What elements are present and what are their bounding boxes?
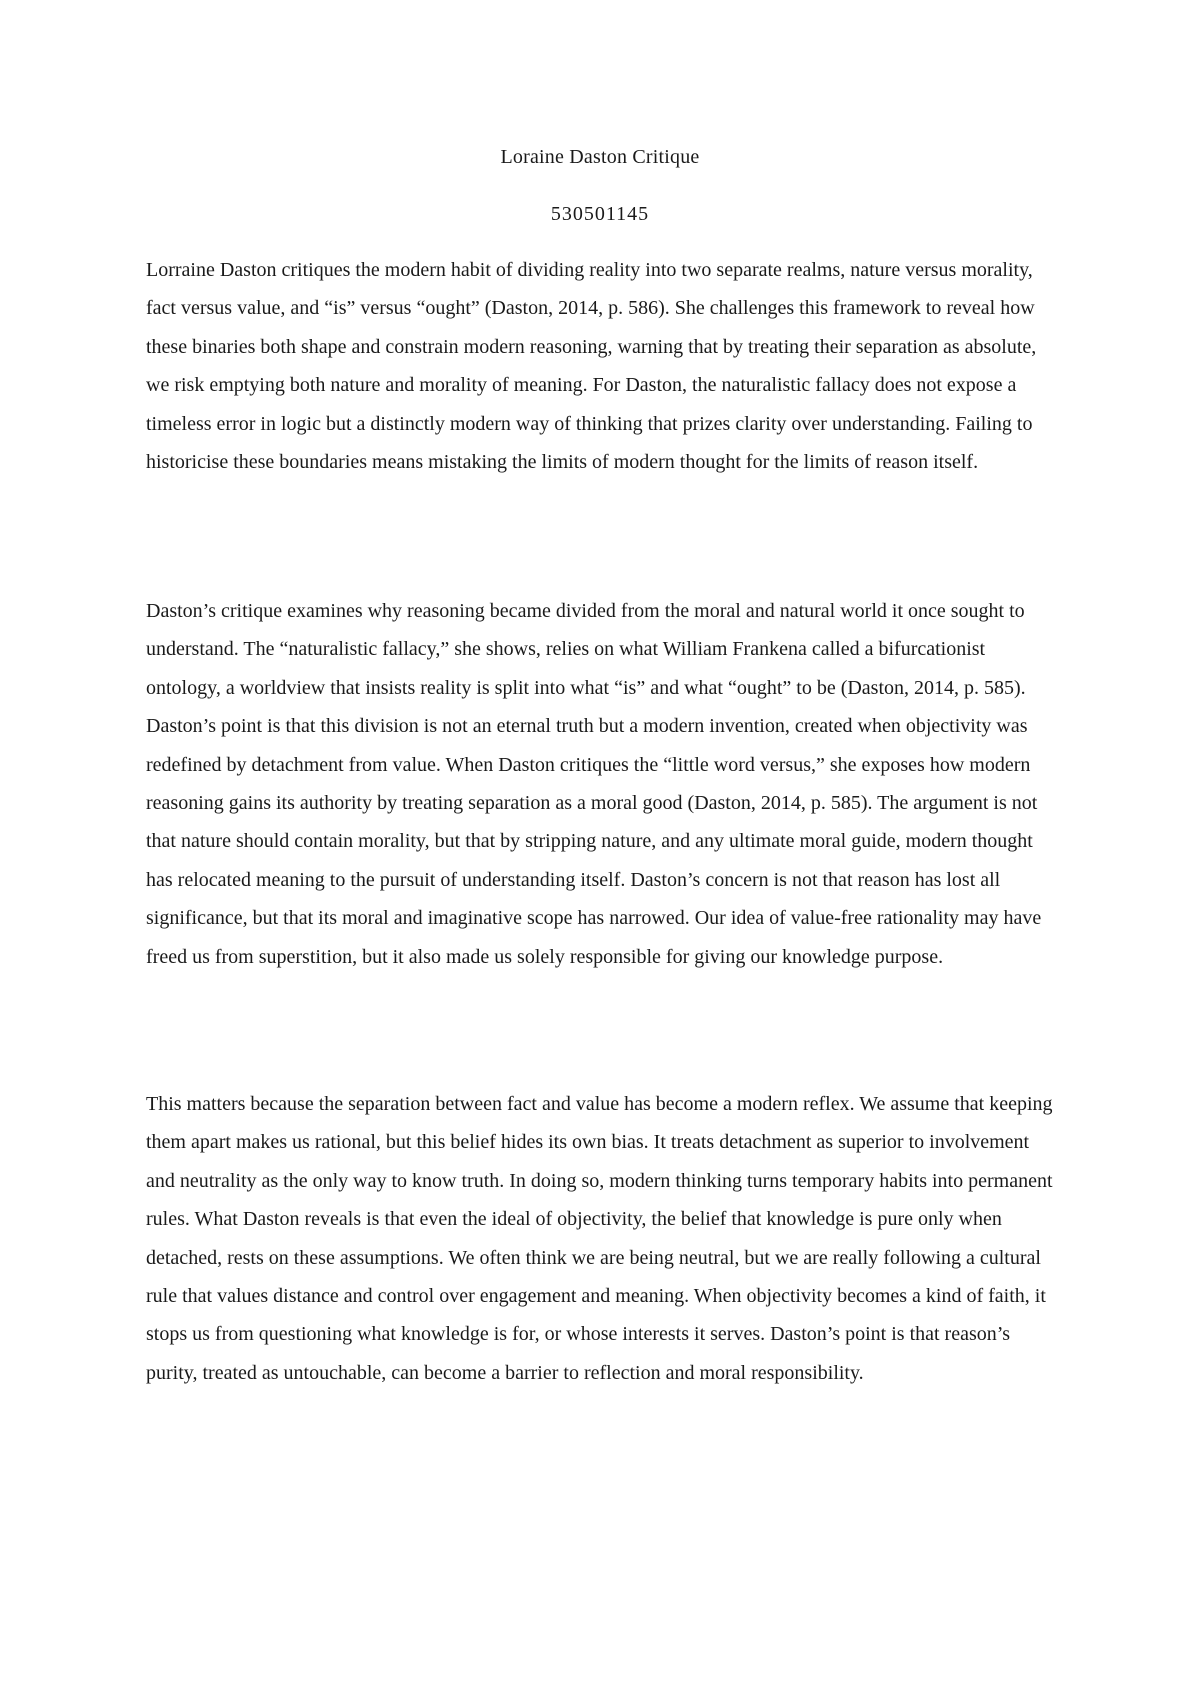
- paragraph-1: Lorraine Daston critiques the modern habit of dividing reality into two separate realms, nature versus morality, fact versus value, and “is” versus “ought” (Daston, 2014, p. 586). She challenges this framework to reveal how these binaries both shape and constrain modern reasoning, warning that by treating their separation as absolute, we risk emptying both nature and morality of meaning. For Daston, the naturalistic fallacy does not expose a timeless error in logic but a distinctly modern way of thinking that prizes clarity over understanding. Failing to historicise these boundaries means mistaking the limits of modern thought for the limits of reason itself.: [146, 259, 1037, 474]
- paragraph-2: Daston’s critique examines why reasoning became divided from the moral and natural world it once sought to understand. The “naturalistic fallacy,” she shows, relies on what William Frankena called a bifurcationist ontology, a worldview that insists reality is split into what “is” and what “ought” to be (Daston, 2014, p. 585). Daston’s point is that this division is not an eternal truth but a modern invention, created when objectivity was redefined by detachment from value. When Daston critiques the “little word versus,” she exposes how modern reasoning gains its authority by treating separation as a moral good (Daston, 2014, p. 585). The argument is not that nature should contain morality, but that by stripping nature, and any ultimate moral guide, modern thought has relocated meaning to the pursuit of understanding itself. Daston’s concern is not that reason has lost all significance, but that its moral and imaginative scope has narrowed. Our idea of value-free rationality may have freed us from superstition, but it also made us solely responsible for giving our knowledge purpose.: [146, 600, 1042, 968]
- student-id: 530501145: [550, 203, 650, 225]
- document-title: Loraine Daston Critique: [500, 146, 700, 168]
- paragraph-3: This matters because the separation between fact and value has become a modern reflex. We assume that keeping them apart makes us rational, but this belief hides its own bias. It treats detachment as superior to involvement and neutrality as the only way to know truth. In doing so, modern thinking turns temporary habits into permanent rules. What Daston reveals is that even the ideal of objectivity, the belief that knowledge is pure only when detached, rests on these assumptions. We often think we are being neutral, but we are really following a cultural rule that values distance and control over engagement and meaning. When objectivity becomes a kind of faith, it stops us from questioning what knowledge is for, or whose interests it serves. Daston’s point is that reason’s purity, treated as untouchable, can become a barrier to reflection and moral responsibility.: [146, 1093, 1053, 1384]
